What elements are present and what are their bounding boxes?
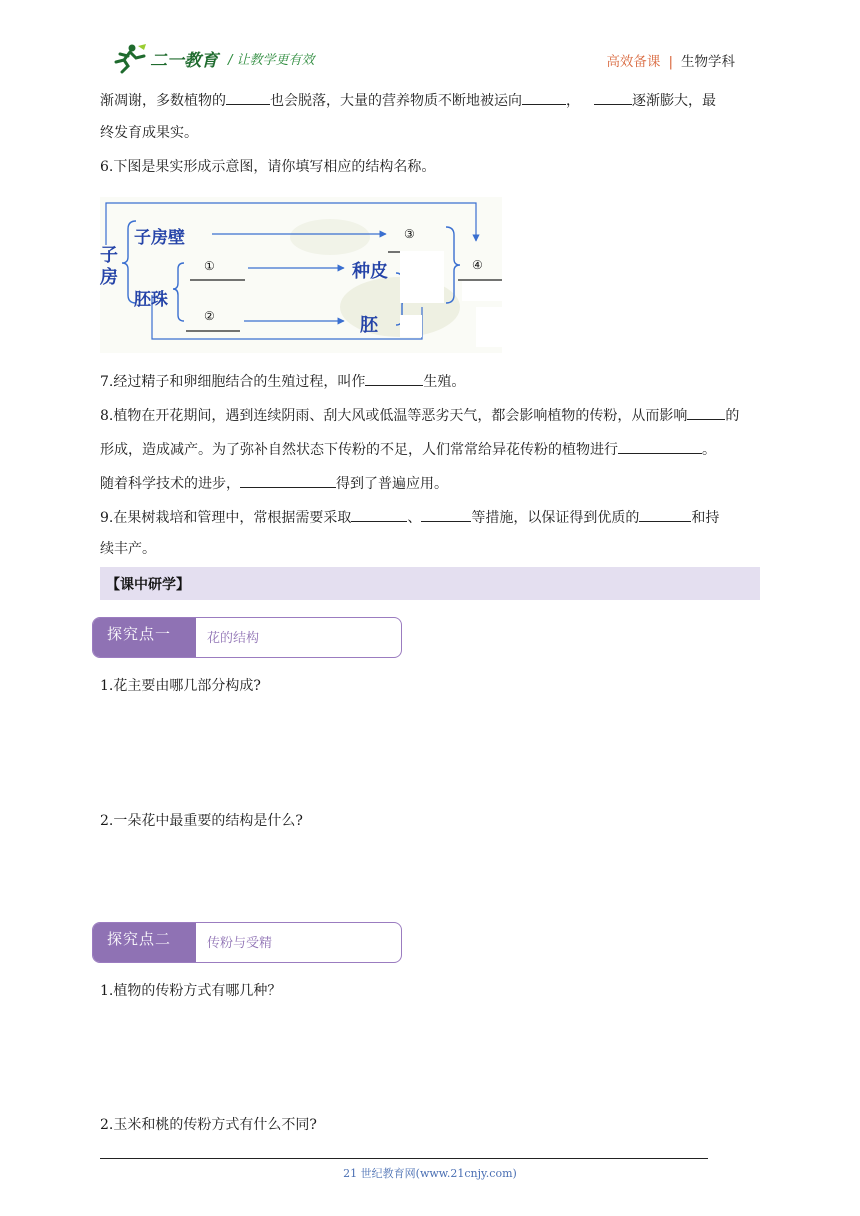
label-num-2: ② — [204, 309, 215, 323]
explore2-q1: 1.植物的传粉方式有哪几种？ — [100, 983, 282, 999]
q8-text-a: 8.植物在开花期间，遇到连续阴雨、刮大风或低温等恶劣天气，都会影响植物的传粉，从而影响 — [100, 408, 688, 424]
header-separator: | — [668, 54, 673, 70]
explore1-q1: 1.花主要由哪几部分构成? — [100, 678, 261, 694]
explore1-q2: 2.一朵花中最重要的结构是什么? — [100, 813, 303, 829]
explore2-q2: 2.玉米和桃的传粉方式有什么不同? — [100, 1117, 317, 1133]
label-ovary-wall: 子房壁 — [134, 228, 185, 248]
q5-line-2: 终发育成果实。 — [100, 125, 198, 141]
logo-text: 二一教育 — [150, 50, 218, 71]
header-subject — [606, 50, 735, 70]
q7-text-b: 生殖。 — [423, 374, 466, 390]
explore-title-1: 花的结构 — [207, 631, 260, 646]
q8-line-3 — [100, 473, 448, 494]
q8-text-f: 得到了普遍应用。 — [336, 476, 448, 492]
section-header — [100, 567, 760, 600]
q9-text-a: 9.在果树栽培和管理中，常根据需要采取 — [100, 510, 352, 526]
logo — [110, 40, 315, 76]
logo-slogan: / 让教学更有效 — [228, 52, 315, 68]
q8-line-1 — [100, 405, 739, 426]
footer-link[interactable]: 21 世纪教育网(www.21cnjy.com) — [343, 1167, 517, 1180]
label-num-3: ③ — [404, 227, 415, 241]
q9-line-2: 续丰产。 — [100, 541, 156, 557]
answer-blank[interactable] — [618, 439, 702, 454]
q9-text-c: 等措施，以保证得到优质的 — [471, 510, 640, 526]
answer-blank[interactable] — [687, 405, 725, 420]
page-header — [110, 40, 760, 76]
explore-tab-1: 探究点一 — [93, 618, 196, 657]
q5-text-b: 也会脱落，大量的营养物质不断地被运向 — [270, 93, 522, 109]
label-ovary: 子房 — [100, 245, 118, 288]
label-ovule: 胚珠 — [134, 290, 168, 310]
label-embryo: 胚 — [360, 315, 378, 336]
q7-text-a: 7.经过精子和卵细胞结合的生殖过程，叫作 — [100, 374, 366, 390]
section-title: 【课中研学】 — [106, 577, 190, 593]
q8-text-d: 。 — [702, 442, 716, 458]
fruit-formation-diagram — [100, 197, 502, 353]
q9-text-d: 和持 — [691, 510, 720, 526]
explore-tab-2: 探究点二 — [93, 923, 196, 962]
q6-prompt: 6.下图是果实形成示意图，请你填写相应的结构名称。 — [100, 159, 436, 175]
header-tag-subject: 生物学科 — [681, 54, 735, 70]
header-tag-prep: 高效备课 — [606, 54, 661, 70]
answer-blank[interactable] — [240, 473, 336, 488]
answer-blank[interactable] — [365, 371, 423, 386]
answer-blank[interactable] — [351, 507, 407, 522]
q5-text-c: ， — [566, 93, 580, 109]
answer-blank[interactable] — [639, 507, 691, 522]
q8-text-c: 形成，造成减产。为了弥补自然状态下传粉的不足，人们常常给异花传粉的植物进行 — [100, 442, 618, 458]
q8-line-2 — [100, 439, 716, 460]
q5-text-d: 逐渐膨大，最 — [632, 93, 716, 109]
answer-blank[interactable] — [594, 90, 632, 105]
q8-text-e: 随着科学技术的进步， — [100, 476, 240, 492]
answer-blank[interactable] — [421, 507, 471, 522]
runner-logo-icon — [110, 42, 148, 74]
q5-text-a: 渐凋谢，多数植物的 — [100, 93, 226, 109]
explore-title-2: 传粉与受精 — [207, 936, 273, 951]
explore-point-1 — [92, 617, 402, 658]
label-num-4: ④ — [472, 258, 483, 272]
footer-rule — [100, 1158, 708, 1159]
answer-blank[interactable] — [522, 90, 566, 105]
q9-text-b: 、 — [407, 510, 422, 526]
q9-line-1 — [100, 507, 719, 528]
label-num-1: ① — [204, 259, 215, 273]
q5-line-1 — [100, 90, 716, 111]
q7 — [100, 371, 465, 392]
q8-text-b: 的 — [725, 408, 740, 424]
answer-blank[interactable] — [226, 90, 270, 105]
label-seed-coat: 种皮 — [352, 261, 388, 282]
explore-point-2 — [92, 922, 402, 963]
